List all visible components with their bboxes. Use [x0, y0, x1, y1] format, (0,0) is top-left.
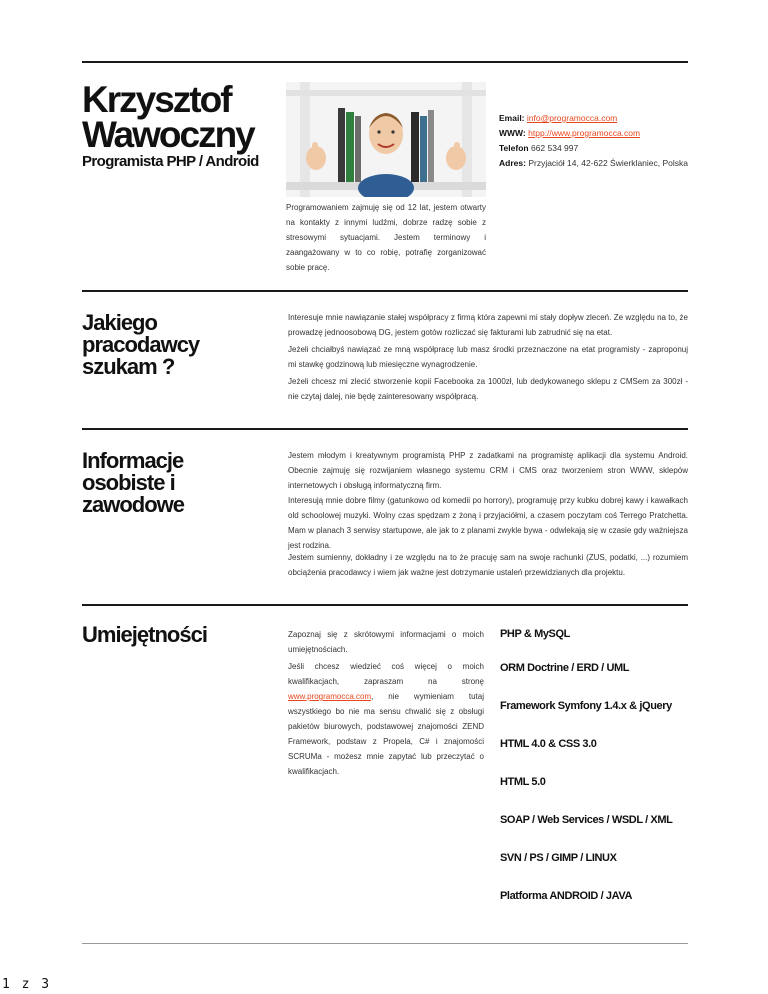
email-link[interactable]: info@programocca.com: [526, 113, 618, 123]
employer-paragraph-3: Jeżeli chcesz mi zlecić stworzenie kopii Facebooka za 1000zł, lub dedykowanego sklepu z CMSem za 300zł - nie czytaj dalej, nie będę zainteresowany współpracą.: [288, 377, 688, 401]
skills-details-text: Jeśli chcesz wiedzieć coś więcej o moich kwalifikacjach, zapraszam na stronę: [288, 662, 484, 686]
top-rule: [82, 61, 688, 63]
title-line: pracodawcy: [82, 332, 200, 357]
contact-email: [499, 113, 688, 128]
title-line: osobiste i: [82, 470, 175, 495]
skill-item: ORM Doctrine / ERD / UML: [500, 662, 630, 674]
intro-paragraph: Programowaniem zajmuję się od 12 lat, jestem otwarty na kontakty z innymi ludźmi, dobrze radzę sobie z stresowymi sytuacjami. Jestem terminowy i zaangażowany w to co robię, potrafię zorganizować sobie pracę.: [286, 203, 486, 272]
employer-paragraph-1: Interesuje mnie nawiązanie stałej współpracy z firmą która zapewni mi stały dopływ zleceń. Ze względu na to, że prowadzę jednoosobową DG, jestem gotów rozliczać się fakturami lub zatrudnić się na etat.: [288, 313, 688, 337]
section-rule-skills: [82, 604, 688, 606]
address-label: Adres:: [499, 158, 526, 168]
www-link[interactable]: htpp://www.programocca.com: [528, 128, 641, 138]
page-number: 1 z 3: [2, 977, 52, 992]
phone-value: 662 534 997: [530, 143, 579, 153]
section-title-personal: [82, 450, 184, 516]
personal-paragraph-3: Jestem sumienny, dokładny i ze względu na to że pracuję sam na swoje rachunki (ZUS, podatki, ...) rozumiem obciążenia pracodawcy i wiem jak ważne jest dotrzymanie ustaleń przewidzianych dla projektu.: [288, 553, 688, 577]
skill-item: Framework Symfony 1.4.x & jQuery: [500, 700, 672, 712]
personal-paragraph-1: Jestem młodym i kreatywnym programistą PHP z zadatkami na programistę aplikacji dla systemu Android. Obecnie zajmuję się rozwijaniem własnego systemu CRM i CMS oraz tworzeniem stron WWW, sklepów internetowych i obsługą informatyczną firm.: [288, 451, 688, 490]
name-first: Krzysztof: [82, 79, 231, 120]
section-title-skills: Umiejętności: [82, 622, 207, 647]
skills-intro: Zapoznaj się z skrótowymi informacjami o moich umiejętnościach.: [288, 630, 484, 654]
www-label: WWW:: [499, 128, 526, 138]
name-last: Wawoczny: [82, 114, 254, 155]
phone-label: Telefon: [499, 143, 529, 153]
email-label: Email:: [499, 113, 525, 123]
title-line: zawodowe: [82, 492, 185, 517]
contact-block: [499, 113, 688, 173]
skill-item: HTML 5.0: [500, 776, 546, 788]
skill-item: SOAP / Web Services / WSDL / XML: [500, 814, 673, 826]
title-line: szukam ?: [82, 354, 175, 379]
website-link[interactable]: www.programocca.com: [288, 692, 372, 701]
skill-item: HTML 4.0 & CSS 3.0: [500, 738, 597, 750]
profile-photo: [286, 82, 486, 197]
skill-item: PHP & MySQL: [500, 628, 570, 640]
address-value: Przyjaciół 14, 42-622 Świerklaniec, Polska: [528, 158, 688, 168]
person-name: [82, 79, 282, 155]
contact-phone: [499, 143, 688, 158]
skill-item: Platforma ANDROID / JAVA: [500, 890, 632, 902]
job-title: Programista PHP / Android: [82, 153, 259, 170]
bottom-rule: [82, 943, 688, 944]
skills-details-text-after: , nie wymieniam tutaj wszystkiego bo nie ma sensu chwalić się z obsługi pakietów biurowych, podstawowej znajomości ZEND Framework, podstaw z Propela, C# i znajomości SCRUMa - możesz mnie zapytać lub przeczytać o kwalifikacjach.: [288, 692, 484, 776]
employer-paragraph-2: Jeżeli chciałbyś nawiązać ze mną współpracę lub masz środki przeznaczone na etat programisty - zaproponuj mi stawkę godzinową lub miesięczne wynagrodzenie.: [288, 345, 688, 369]
skills-details: [288, 659, 484, 779]
section-rule-employer: [82, 290, 688, 292]
skill-item: SVN / PS / GIMP / LINUX: [500, 852, 617, 864]
personal-paragraph-2: Interesują mnie dobre filmy (gatunkowo od komedii po horrory), programuję przy kubku dobrej kawy i kawałkach old schoolowej muzyki. Wolny czas spędzam z żoną i przyjaciółmi, a czasem poczytam coś Terrego Pratchetta. Mam w planach 3 serwisy startupowe, ale jak to z planami zwykle bywa - odwlekają się w czasie gdy ważniejsza jest rodzina.: [288, 496, 688, 550]
contact-address: [499, 158, 688, 173]
section-title-employer: [82, 312, 199, 378]
contact-www: [499, 128, 688, 143]
title-line: Jakiego: [82, 310, 157, 335]
title-line: Informacje: [82, 448, 184, 473]
section-rule-personal: [82, 428, 688, 430]
